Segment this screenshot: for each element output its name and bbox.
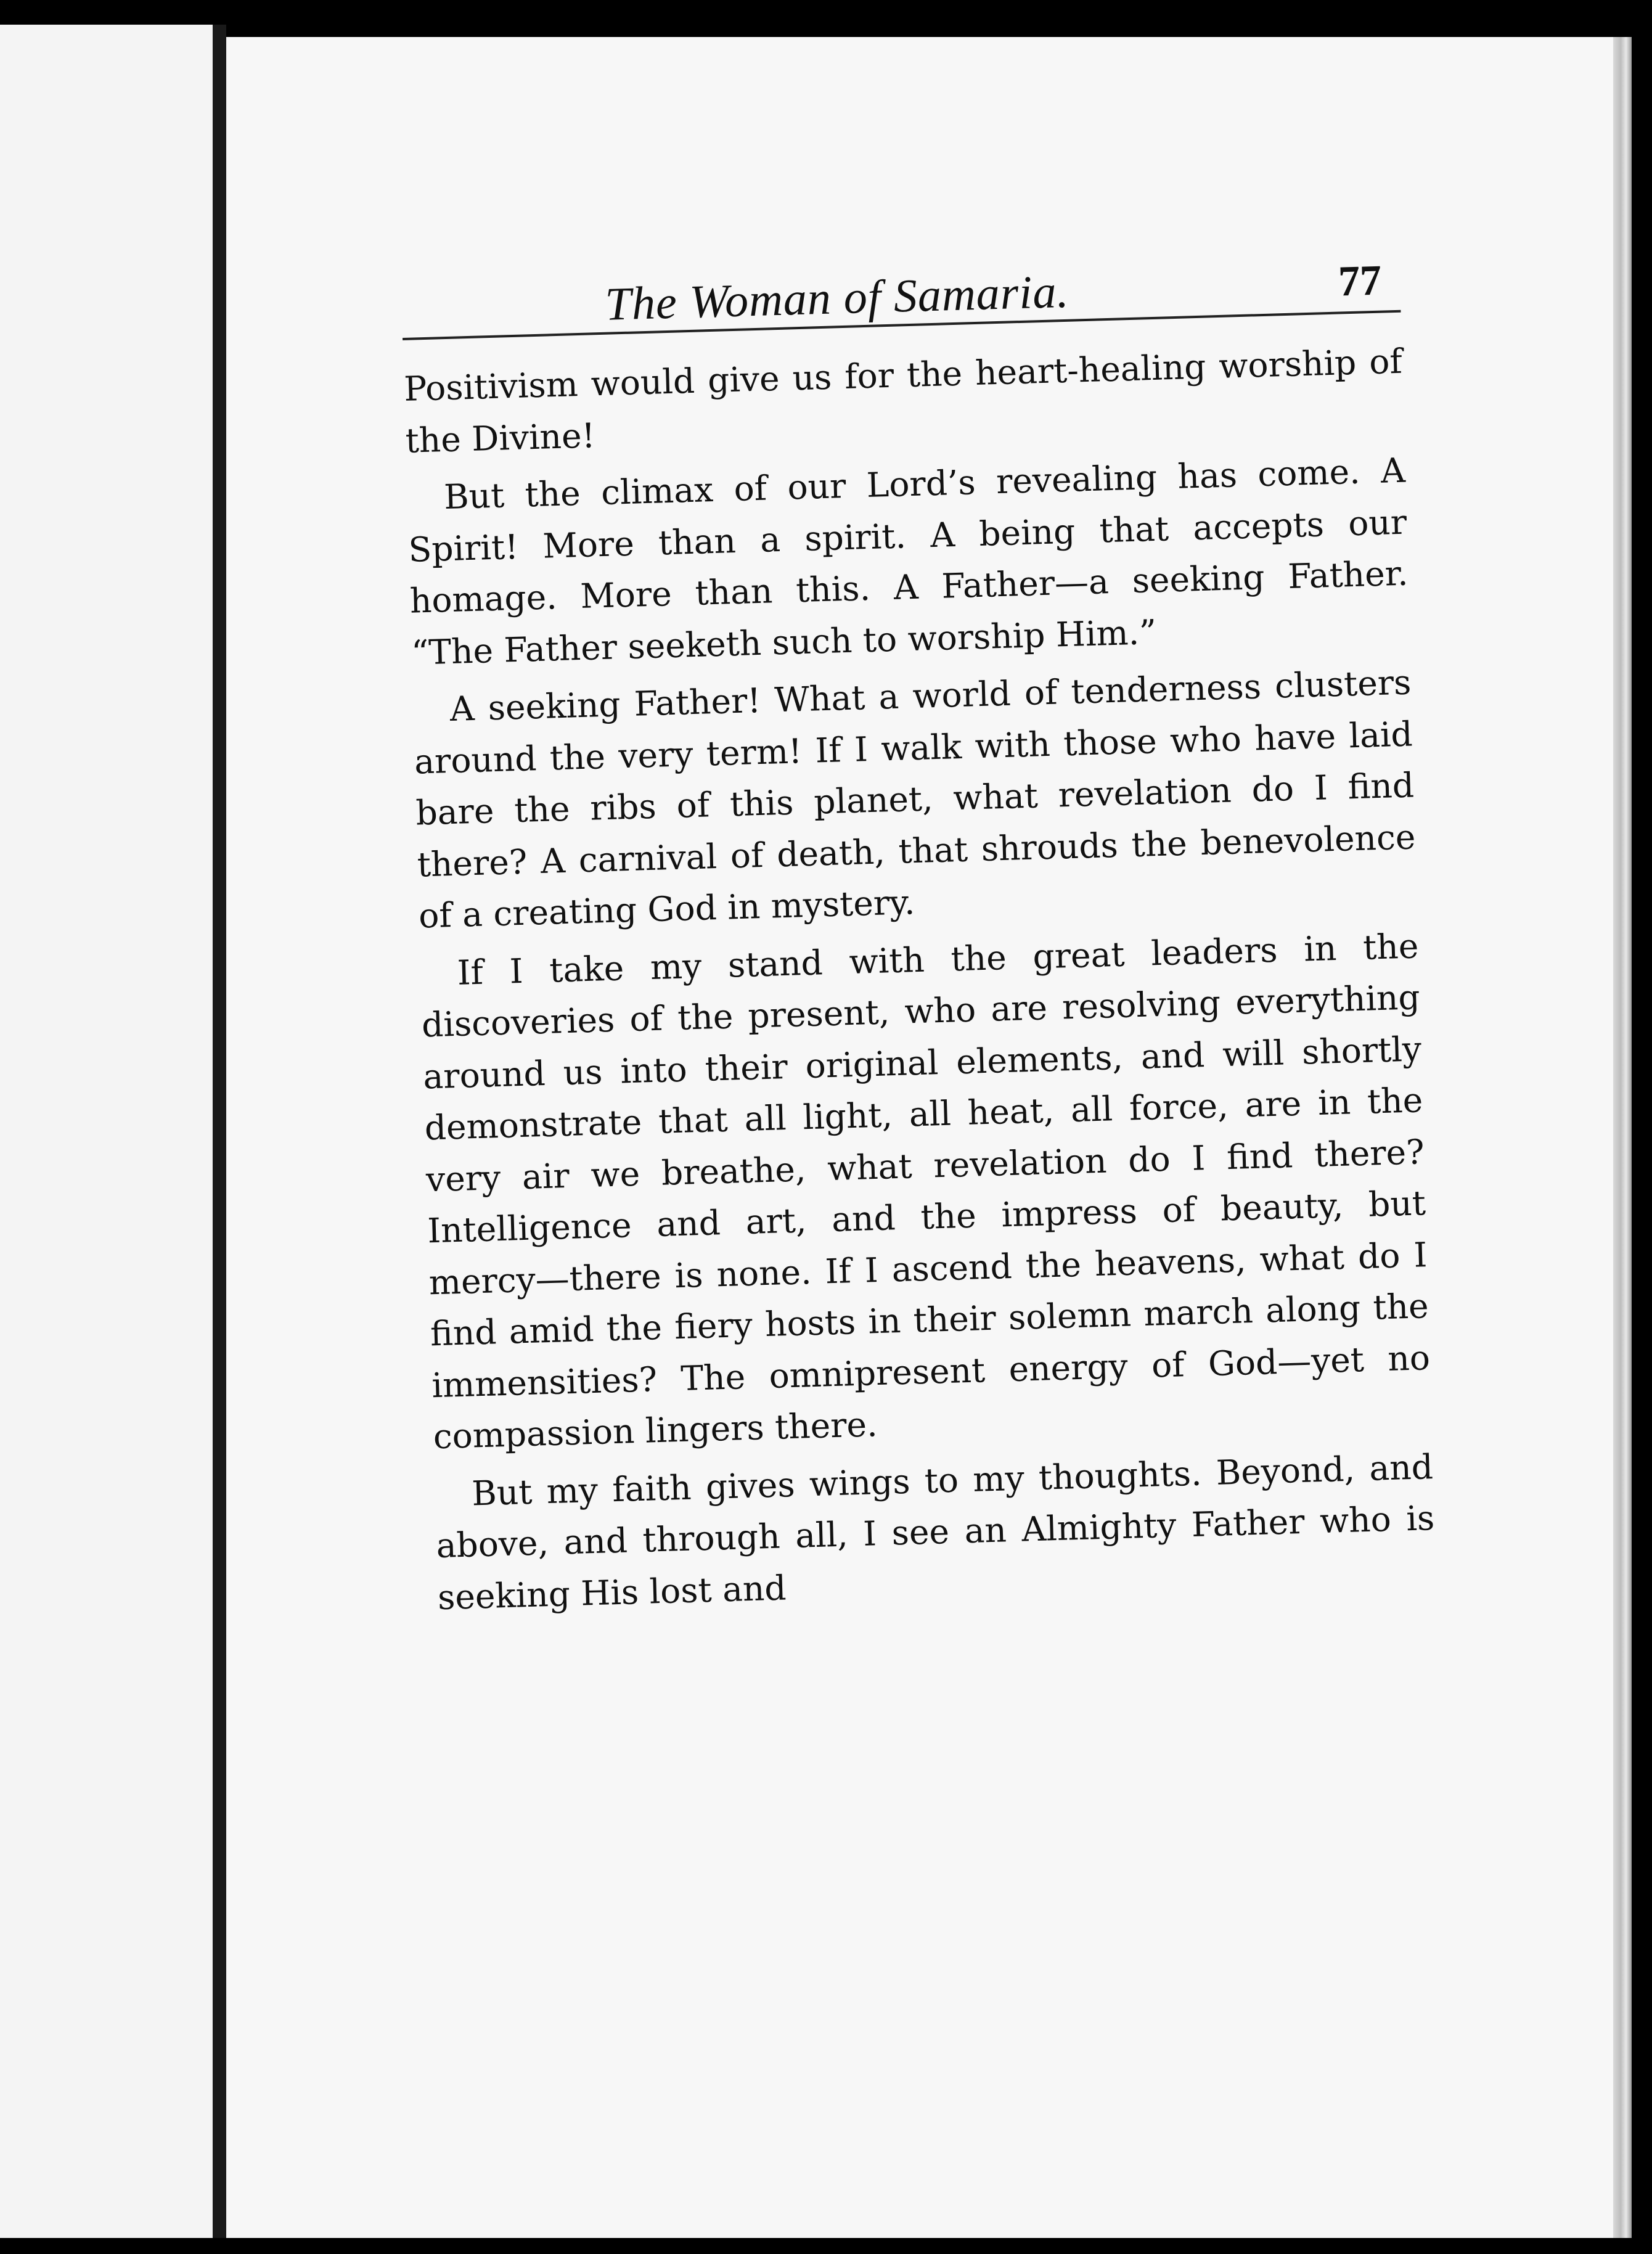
paragraph: But my faith gives wings to my thoughts. Beyond, and above, and through all, I see an Almighty Father who is seeking His lost and (435, 1446, 1436, 1617)
paragraph: A seeking Father! What a world of tenderness clusters around the very term! If I walk with those who have laid bare the ribs of this planet, what revelation do I find there? A carnival of death, that shrouds the benevolence of a creating God in mystery. (414, 662, 1417, 936)
running-head-title: The Woman of Samaria. (604, 265, 1070, 330)
paragraph: If I take my stand with the great leaders in the discoveries of the present, who are resolving everything around us into their original elements, and will shortly demonstrate that all light, all heat, all force, are in the very air we breathe, what revelation do I find there? Intelligence and art, and the impress of beauty, but mercy—there is none. If I ascend the heavens, what do I find amid the fiery hosts in their solemn march along the immensities? The omnipresent energy of God—yet no compassion lingers there. (421, 925, 1431, 1457)
page-fore-edge (1613, 37, 1632, 2238)
body-text (403, 336, 1437, 1629)
book-gutter (213, 25, 226, 2238)
page-content (401, 244, 1446, 1935)
page-number: 77 (1337, 256, 1383, 306)
paragraph: But the climax of our Lord’s revealing has come. A Spirit! More than a spirit. A being that accepts our homage. More than this. A Father—a seeking Father. “The Father seeketh such to worship Him.” (407, 450, 1409, 673)
left-page-edge (0, 25, 216, 2238)
paragraph: Positivism would give us for the heart-healing worship of the Divine! (403, 341, 1403, 461)
